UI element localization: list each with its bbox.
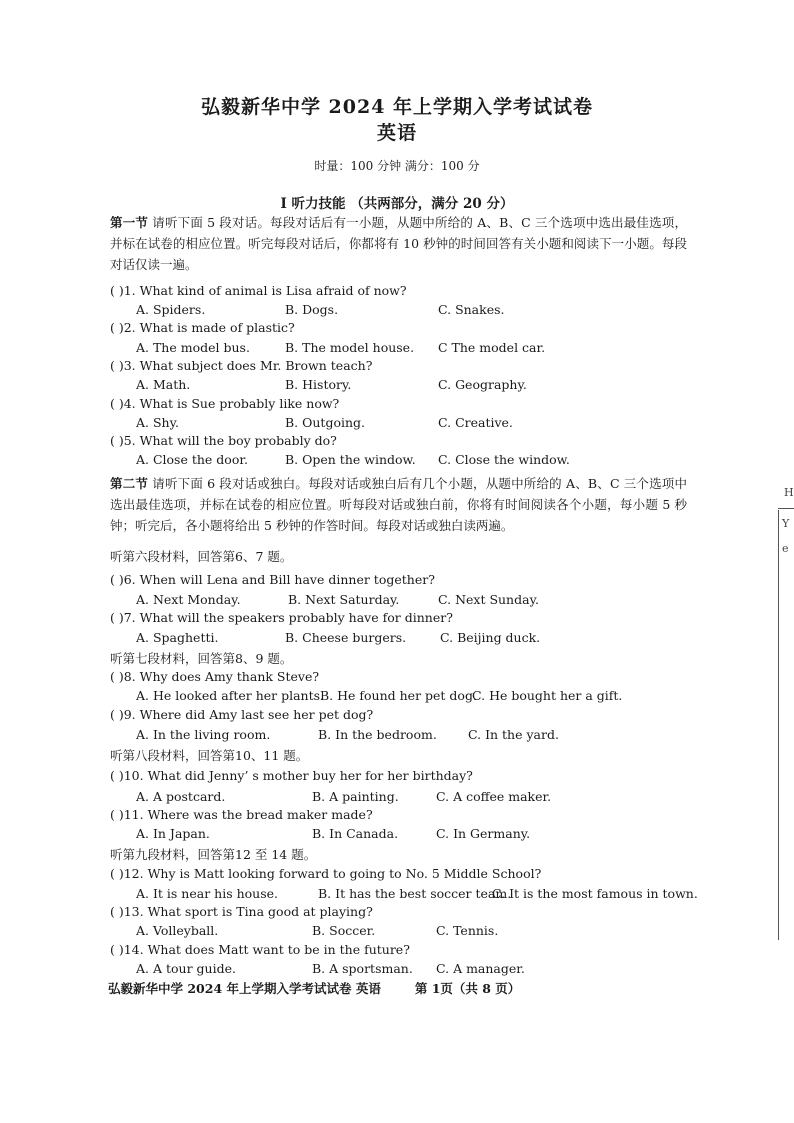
heading-material-8: 听第八段材料，回答第10、11 题。 xyxy=(110,748,309,763)
q1-option-a: A. Spiders. xyxy=(136,302,206,317)
q12-option-a: A. It is near his house. xyxy=(136,886,278,901)
q8-option-a: A. He looked after her plants. xyxy=(136,688,325,703)
question-1: ( )1. What kind of animal is Lisa afraid of now? xyxy=(110,283,407,298)
question-9: ( )9. Where did Amy last see her pet dog? xyxy=(110,707,374,722)
q13-option-b: B. Soccer. xyxy=(312,923,376,938)
q10-option-a: A. A postcard. xyxy=(136,789,226,804)
part1-label: 第一节 xyxy=(110,215,149,230)
edge-rule-top xyxy=(778,508,794,509)
edge-rule-vertical xyxy=(778,510,779,940)
q6-option-c: C. Next Sunday. xyxy=(438,592,539,607)
edge-glyph-e: e xyxy=(782,542,789,555)
q7-option-a: A. Spaghetti. xyxy=(136,630,219,645)
q7-option-b: B. Cheese burgers. xyxy=(285,630,407,645)
part2-text: 请听下面 6 段对话或独白。每段对话或独白后有几个小题，从题中所给的 A、B、C 三个选项中选出最佳选项，并标在试卷的相应位置。听每段对话或独白前，你将有时间阅读各个小题，每小题 5 秒钟；听完后，各小题将给出 5 秒钟的作答时间。每段对话或独白读两遍。 xyxy=(110,476,687,533)
heading-material-7: 听第七段材料，回答第8、9 题。 xyxy=(110,651,293,666)
question-4: ( )4. What is Sue probably like now? xyxy=(110,396,340,411)
q14-option-a: A. A tour guide. xyxy=(136,961,236,976)
q9-option-a: A. In the living room. xyxy=(136,727,271,742)
part1-text: 请听下面 5 段对话。每段对话后有一小题，从题中所给的 A、B、C 三个选项中选出最佳选项，并标在试卷的相应位置。听完每段对话后，你都将有 10 秒钟的时间回答有关小题和阅读下一小题。每段对话仅读一遍。 xyxy=(110,215,687,272)
q5-option-b: B. Open the window. xyxy=(285,452,416,467)
q9-option-b: B. In the bedroom. xyxy=(318,727,437,742)
heading-material-6: 听第六段材料，回答第6、7 题。 xyxy=(110,549,293,564)
q2-option-c: C The model car. xyxy=(438,340,546,355)
question-5: ( )5. What will the boy probably do? xyxy=(110,433,337,448)
question-2: ( )2. What is made of plastic? xyxy=(110,320,295,335)
q8-option-b: B. He found her pet dog. xyxy=(320,688,477,703)
question-6: ( )6. When will Lena and Bill have dinner together? xyxy=(110,572,435,587)
q12-option-c: C. It is the most famous in town. xyxy=(492,886,698,901)
q9-option-c: C. In the yard. xyxy=(468,727,559,742)
question-13: ( )13. What sport is Tina good at playing? xyxy=(110,904,373,919)
q11-option-b: B. In Canada. xyxy=(312,826,399,841)
question-14: ( )14. What does Matt want to be in the future? xyxy=(110,942,410,957)
part2-label: 第二节 xyxy=(110,476,149,491)
question-12: ( )12. Why is Matt looking forward to going to No. 5 Middle School? xyxy=(110,866,542,881)
q13-option-a: A. Volleyball. xyxy=(136,923,219,938)
question-11: ( )11. Where was the bread maker made? xyxy=(110,807,373,822)
footer-page-number: 第 1页（共 8 页） xyxy=(414,981,521,996)
question-10: ( )10. What did Jenny’ s mother buy her for her birthday? xyxy=(110,768,473,783)
q6-option-a: A. Next Monday. xyxy=(136,592,241,607)
q14-option-c: C. A manager. xyxy=(436,961,525,976)
q13-option-c: C. Tennis. xyxy=(436,923,499,938)
q2-option-a: A. The model bus. xyxy=(136,340,250,355)
q5-option-a: A. Close the door. xyxy=(136,452,248,467)
q3-option-a: A. Math. xyxy=(136,377,191,392)
q8-option-c: C. He bought her a gift. xyxy=(472,688,623,703)
q12-option-b: B. It has the best soccer team. xyxy=(318,886,512,901)
q11-option-c: C. In Germany. xyxy=(436,826,531,841)
question-3: ( )3. What subject does Mr. Brown teach? xyxy=(110,358,373,373)
q2-option-b: B. The model house. xyxy=(285,340,415,355)
q1-option-b: B. Dogs. xyxy=(285,302,339,317)
subject-title: 英语 xyxy=(376,122,417,144)
q10-option-b: B. A painting. xyxy=(312,789,399,804)
q14-option-b: B. A sportsman. xyxy=(312,961,413,976)
q4-option-a: A. Shy. xyxy=(136,415,179,430)
q3-option-c: C. Geography. xyxy=(438,377,527,392)
q3-option-b: B. History. xyxy=(285,377,352,392)
q4-option-b: B. Outgoing. xyxy=(285,415,366,430)
exam-title: 弘毅新华中学 2024 年上学期入学考试试卷 xyxy=(200,96,594,118)
q11-option-a: A. In Japan. xyxy=(136,826,210,841)
q10-option-c: C. A coffee maker. xyxy=(436,789,552,804)
section-heading-listening: I 听力技能 （共两部分，满分 20 分） xyxy=(280,196,514,212)
part1-instructions xyxy=(110,212,687,275)
footer-title: 弘毅新华中学 2024 年上学期入学考试试卷 英语 xyxy=(108,981,381,996)
page-footer xyxy=(108,979,520,997)
q7-option-c: C. Beijing duck. xyxy=(440,630,541,645)
edge-glyph-h: H xyxy=(784,486,794,499)
q4-option-c: C. Creative. xyxy=(438,415,513,430)
exam-meta: 时量：100 分钟 满分：100 分 xyxy=(314,159,480,173)
question-7: ( )7. What will the speakers probably have for dinner? xyxy=(110,610,453,625)
q1-option-c: C. Snakes. xyxy=(438,302,505,317)
question-8: ( )8. Why does Amy thank Steve? xyxy=(110,669,320,684)
heading-material-9: 听第九段材料，回答第12 至 14 题。 xyxy=(110,847,317,862)
part2-instructions xyxy=(110,473,687,536)
edge-glyph-y: Y xyxy=(782,517,790,530)
q5-option-c: C. Close the window. xyxy=(438,452,570,467)
q6-option-b: B. Next Saturday. xyxy=(288,592,400,607)
